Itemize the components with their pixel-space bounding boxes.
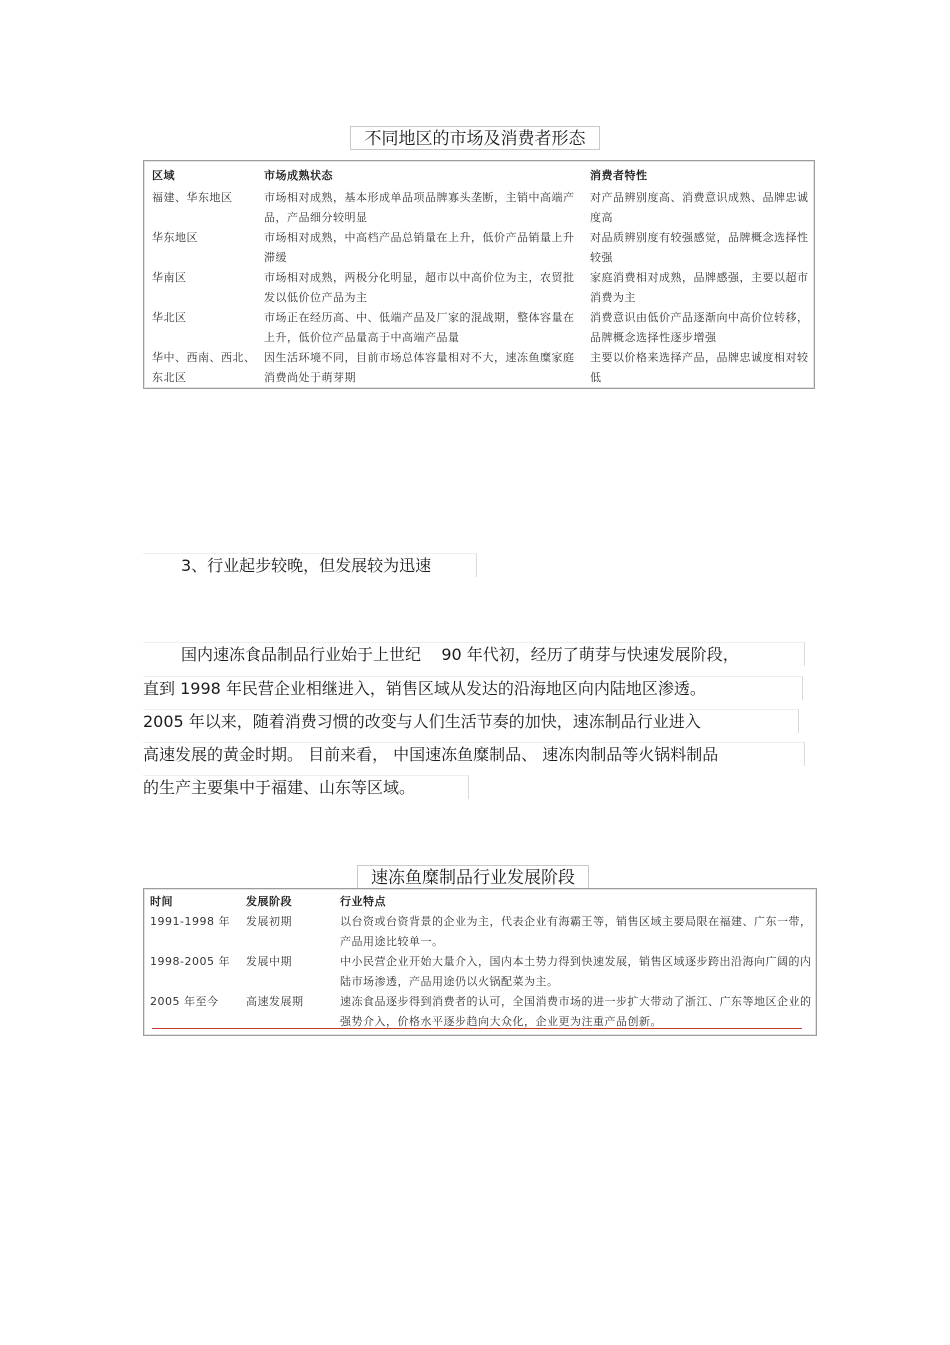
cell-time: 1998-2005 年 [150, 955, 230, 968]
cell-region: 华东地区 [152, 231, 198, 244]
cell-stage: 发展初期 [246, 915, 292, 928]
cell-features: 速冻食品逐步得到消费者的认可，全国消费市场的进一步扩大带动了浙江、广东等地区企业的强势介入，价格水平逐步趋向大众化，企业更为注重产品创新。 [340, 995, 812, 1028]
cell-consumer: 消费意识由低价产品逐渐向中高价位转移，品牌概念选择性逐步增强 [590, 311, 809, 344]
cell-market: 因生活环境不同，目前市场总体容量相对不大，速冻鱼糜家庭消费尚处于萌芽期 [264, 351, 575, 384]
cell-stage: 高速发展期 [246, 995, 304, 1008]
table2-caption: 速冻鱼糜制品行业发展阶段 [357, 865, 589, 889]
paragraph-line: 的生产主要集中于福建、山东等区域。 [143, 775, 469, 799]
header-market-maturity: 市场成熟状态 [264, 169, 333, 182]
regional-market-table [143, 160, 815, 389]
cell-features: 以台资或台资背景的企业为主，代表企业有海霸王等，销售区域主要局限在福建、广东一带，产品用途比较单一。 [340, 915, 812, 948]
cell-region: 华北区 [152, 311, 187, 324]
header-consumer-traits: 消费者特性 [590, 169, 648, 182]
cell-consumer: 家庭消费相对成熟，品牌感强，主要以超市消费为主 [590, 271, 809, 304]
paragraph-line: 直到 1998 年民营企业相继进入，销售区域从发达的沿海地区向内陆地区渗透。 [143, 676, 803, 700]
header-region: 区域 [152, 169, 175, 182]
table-row [144, 952, 816, 992]
table-header-row [144, 164, 814, 188]
table-row [144, 992, 816, 1032]
cell-time: 2005 年至今 [150, 995, 219, 1008]
header-time: 时间 [150, 895, 173, 908]
industry-stages-table [143, 888, 817, 1036]
header-stage: 发展阶段 [246, 895, 292, 908]
table1-caption: 不同地区的市场及消费者形态 [350, 126, 600, 150]
table-row [144, 188, 814, 228]
table-row [144, 912, 816, 952]
cell-market: 市场正在经历高、中、低端产品及厂家的混战期，整体容量在上升，低价位产品量高于中高端产品量 [264, 311, 575, 344]
underline-mark [152, 1028, 802, 1029]
table-row [144, 308, 814, 348]
table-row [144, 268, 814, 308]
table-header-row [144, 892, 816, 912]
cell-market: 市场相对成熟，两极分化明显，超市以中高价位为主，农贸批发以低价位产品为主 [264, 271, 575, 304]
paragraph-line: 高速发展的黄金时期。 目前来看， 中国速冻鱼糜制品、 速冻肉制品等火锅料制品 [143, 742, 805, 766]
paragraph-line: 国内速冻食品制品行业始于上世纪 90 年代初，经历了萌芽与快速发展阶段， [143, 642, 805, 666]
cell-stage: 发展中期 [246, 955, 292, 968]
cell-features: 中小民营企业开始大量介入，国内本土势力得到快速发展，销售区域逐步跨出沿海向广阔的内陆市场渗透，产品用途仍以火锅配菜为主。 [340, 955, 812, 988]
cell-market: 市场相对成熟，基本形成单品项品牌寡头垄断，主销中高端产品，产品细分较明显 [264, 191, 575, 224]
cell-time: 1991-1998 年 [150, 915, 230, 928]
header-features: 行业特点 [340, 895, 386, 908]
cell-region: 华中、西南、西北、东北区 [152, 351, 256, 384]
cell-market: 市场相对成熟，中高档产品总销量在上升，低价产品销量上升滞缓 [264, 231, 575, 264]
cell-consumer: 对品质辨别度有较强感觉，品牌概念选择性较强 [590, 231, 809, 264]
cell-consumer: 主要以价格来选择产品，品牌忠诚度相对较低 [590, 351, 809, 384]
table-row [144, 348, 814, 388]
paragraph-line: 2005 年以来，随着消费习惯的改变与人们生活节奏的加快，速冻制品行业进入 [143, 709, 799, 733]
table-row [144, 228, 814, 268]
cell-region: 华南区 [152, 271, 187, 284]
section-heading: 3、行业起步较晚，但发展较为迅速 [143, 553, 477, 577]
cell-consumer: 对产品辨别度高、消费意识成熟、品牌忠诚度高 [590, 191, 809, 224]
cell-region: 福建、华东地区 [152, 191, 233, 204]
